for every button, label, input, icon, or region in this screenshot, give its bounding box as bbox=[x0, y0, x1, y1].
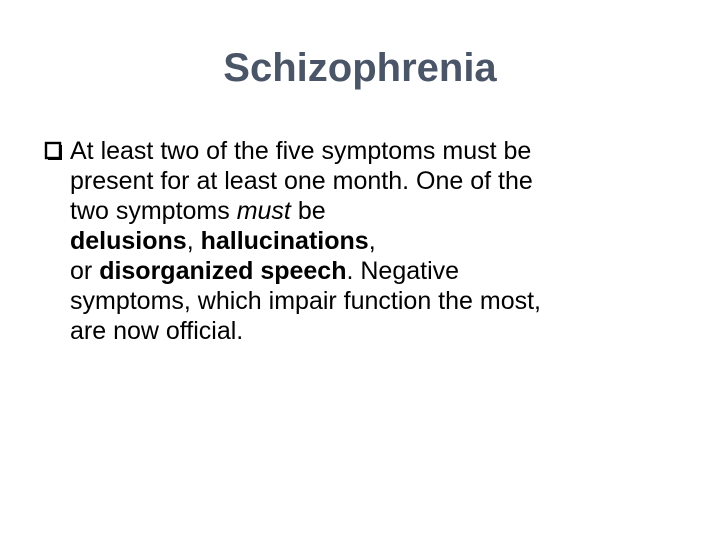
text-run: two symptoms bbox=[70, 197, 237, 225]
emphasized-term: delusions bbox=[70, 227, 187, 255]
text-run: , bbox=[368, 227, 376, 255]
bullet-line bbox=[70, 226, 694, 256]
text-run: present for at least one month. One of the bbox=[70, 167, 533, 195]
emphasized-term: hallucinations bbox=[200, 227, 369, 255]
bullet-line bbox=[70, 136, 694, 166]
checkbox-bullet-icon bbox=[44, 138, 70, 168]
slide-title: Schizophrenia bbox=[223, 46, 497, 90]
text-run: are now official. bbox=[70, 317, 244, 345]
emphasized-term: disorganized speech bbox=[99, 257, 347, 285]
bullet-text bbox=[44, 136, 694, 346]
text-run: . Negative bbox=[346, 257, 460, 285]
text-run: At least two of the five symptoms must be bbox=[70, 137, 532, 165]
bullet-line bbox=[70, 286, 694, 316]
text-run: or bbox=[70, 257, 100, 285]
text-run: symptoms, which impair function the most, bbox=[70, 287, 541, 315]
text-run: , bbox=[186, 227, 201, 255]
bullet-item bbox=[44, 136, 694, 346]
bullet-line bbox=[70, 166, 694, 196]
italic-text: must bbox=[236, 197, 291, 225]
text-run: be bbox=[290, 197, 326, 225]
bullet-line bbox=[70, 316, 694, 346]
bullet-line bbox=[70, 256, 694, 286]
bullet-line bbox=[70, 196, 694, 226]
